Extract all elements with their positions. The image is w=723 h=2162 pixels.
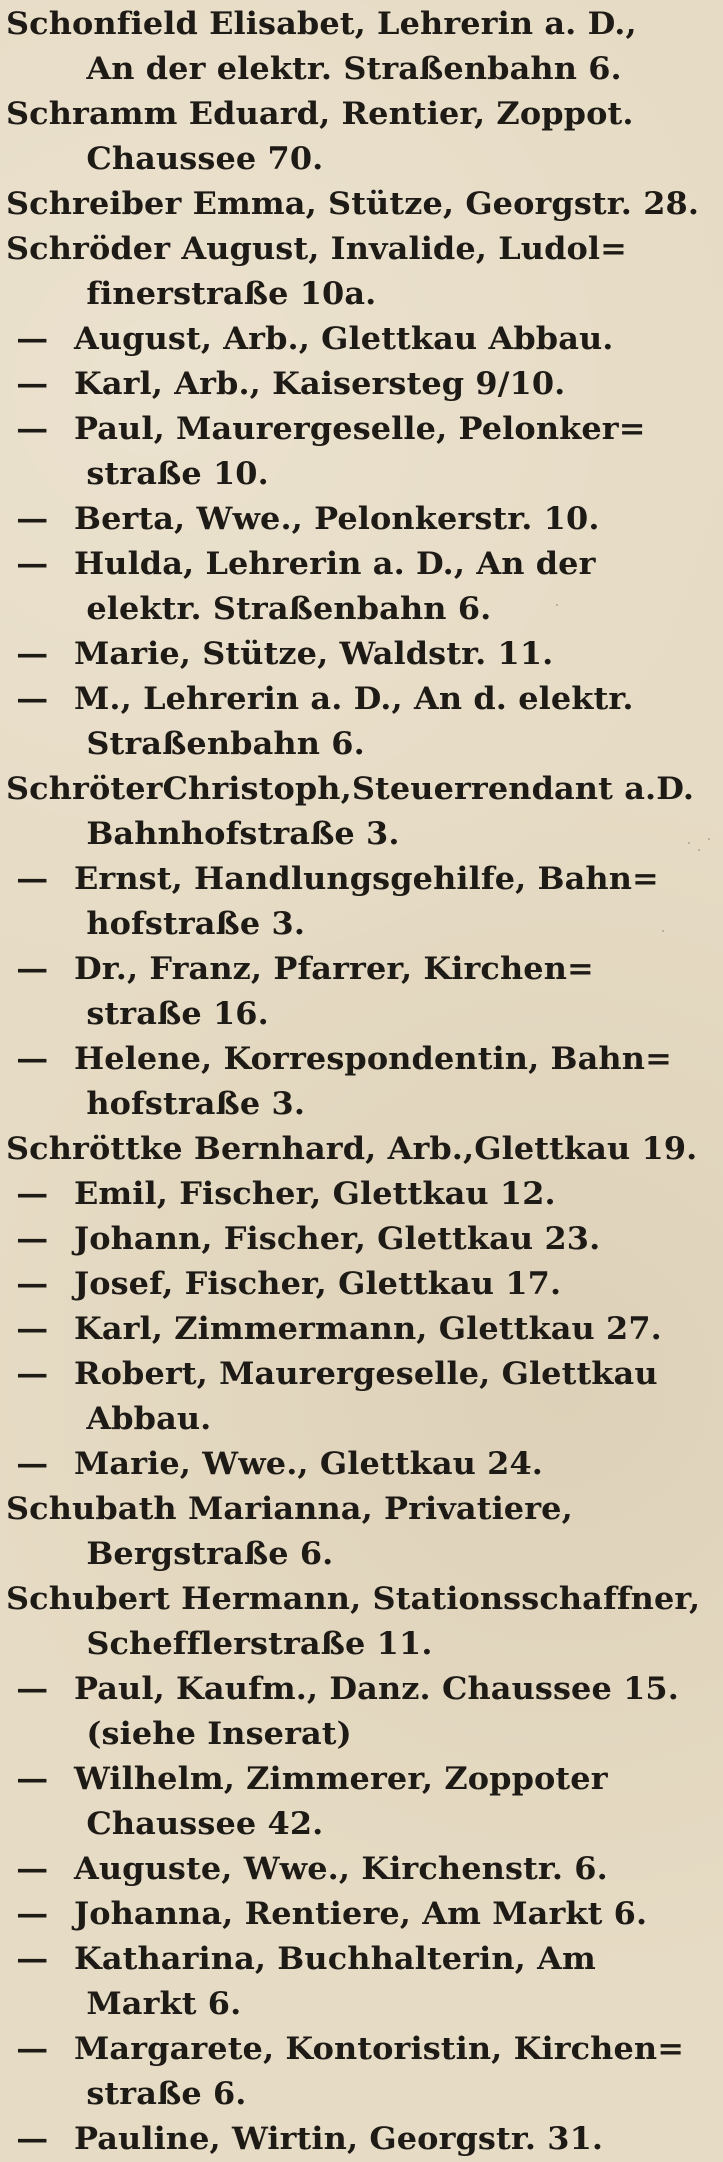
directory-subentry [6, 857, 723, 902]
directory-continuation-line [6, 587, 723, 632]
repeat-dash [16, 317, 74, 362]
entry-text: elektr. Straßenbahn 6. [86, 591, 492, 627]
directory-entry [6, 1487, 723, 1532]
directory-entries [6, 2, 716, 2162]
directory-subentry [6, 1172, 723, 1217]
entry-text: Marie, Stütze, Waldstr. 11. [73, 636, 554, 672]
directory-subentry [6, 1307, 723, 1352]
repeat-dash [16, 1172, 74, 1217]
repeat-dash [16, 362, 74, 407]
repeat-dash [16, 1352, 74, 1397]
entry-text: Schröttke Bernhard, Arb.,Glettkau 19. [6, 1131, 698, 1167]
directory-subentry [6, 317, 723, 362]
entry-text: Schubert Hermann, Stationsschaffner, [6, 1581, 701, 1617]
print-speck [708, 838, 710, 840]
directory-entry [6, 2, 723, 47]
entry-text: Marie, Wwe., Glettkau 24. [73, 1446, 544, 1482]
directory-subentry [6, 1892, 723, 1937]
repeat-dash [16, 407, 74, 452]
directory-subentry [6, 2027, 723, 2072]
entry-text: Margarete, Kontoristin, Kirchen= [73, 2031, 685, 2067]
repeat-dash [16, 542, 74, 587]
entry-text: Berta, Wwe., Pelonkerstr. 10. [73, 501, 600, 537]
entry-text: Schonfield Elisabet, Lehrerin a. D., [6, 6, 637, 42]
repeat-dash [16, 632, 74, 677]
directory-subentry [6, 2117, 723, 2162]
directory-continuation-line [6, 1082, 723, 1127]
directory-continuation-line [6, 272, 723, 317]
entry-text: Dr., Franz, Pfarrer, Kirchen= [73, 951, 594, 987]
directory-entry [6, 1127, 723, 1172]
directory-subentry [6, 1757, 723, 1802]
repeat-dash [16, 1217, 74, 1262]
entry-text: Schubath Marianna, Privatiere, [6, 1491, 573, 1527]
print-speck [556, 604, 558, 606]
entry-text: straße 10. [86, 456, 269, 492]
entry-text: Pauline, Wirtin, Georgstr. 31. [73, 2121, 604, 2157]
entry-text: Bergstraße 6. [86, 1536, 334, 1572]
entry-text: SchröterChristoph,Steuerrendant a.D. [6, 771, 695, 807]
entry-text: Schröder August, Invalide, Ludol= [6, 231, 628, 267]
entry-text: Paul, Maurergeselle, Pelonker= [73, 411, 646, 447]
repeat-dash [16, 1757, 74, 1802]
repeat-dash [16, 1847, 74, 1892]
directory-subentry [6, 1262, 723, 1307]
entry-text: (siehe Inserat) [86, 1716, 352, 1752]
repeat-dash [16, 1937, 74, 1982]
entry-text: An der elektr. Straßenbahn 6. [86, 51, 622, 87]
repeat-dash [16, 1262, 74, 1307]
directory-continuation-line [6, 137, 723, 182]
directory-subentry [6, 1937, 723, 1982]
entry-text: Karl, Zimmermann, Glettkau 27. [73, 1311, 662, 1347]
directory-subentry [6, 1442, 723, 1487]
entry-text: Paul, Kaufm., Danz. Chaussee 15. [73, 1671, 679, 1707]
directory-entry [6, 182, 723, 227]
entry-text: Bahnhofstraße 3. [86, 816, 400, 852]
entry-text: Karl, Arb., Kaisersteg 9/10. [73, 366, 566, 402]
repeat-dash [16, 1442, 74, 1487]
entry-text: Hulda, Lehrerin a. D., An der [73, 546, 596, 582]
directory-subentry [6, 1352, 723, 1397]
repeat-dash [16, 2117, 74, 2162]
print-speck [698, 849, 700, 851]
directory-subentry [6, 677, 723, 722]
directory-subentry [6, 407, 723, 452]
print-speck [688, 842, 690, 844]
directory-continuation-line [6, 47, 723, 92]
directory-entry [6, 227, 723, 272]
directory-subentry [6, 1217, 723, 1262]
repeat-dash [16, 1307, 74, 1352]
directory-continuation-line [6, 1712, 723, 1757]
entry-text: Schefflerstraße 11. [86, 1626, 433, 1662]
directory-subentry [6, 1667, 723, 1712]
repeat-dash [16, 1667, 74, 1712]
entry-text: Auguste, Wwe., Kirchenstr. 6. [73, 1851, 608, 1887]
entry-text: Schramm Eduard, Rentier, Zoppot. [6, 96, 634, 132]
repeat-dash [16, 2027, 74, 2072]
entry-text: Helene, Korrespondentin, Bahn= [73, 1041, 672, 1077]
directory-entry [6, 92, 723, 137]
repeat-dash [16, 857, 74, 902]
directory-subentry [6, 1037, 723, 1082]
entry-text: Johanna, Rentiere, Am Markt 6. [73, 1896, 648, 1932]
entry-text: Robert, Maurergeselle, Glettkau [73, 1356, 658, 1392]
directory-continuation-line [6, 1397, 723, 1442]
directory-subentry [6, 632, 723, 677]
directory-subentry [6, 542, 723, 587]
directory-subentry [6, 362, 723, 407]
directory-continuation-line [6, 452, 723, 497]
entry-text: Emil, Fischer, Glettkau 12. [73, 1176, 556, 1212]
entry-text: Ernst, Handlungsgehilfe, Bahn= [73, 861, 659, 897]
entry-text: Johann, Fischer, Glettkau 23. [73, 1221, 601, 1257]
directory-continuation-line [6, 1982, 723, 2027]
repeat-dash [16, 1037, 74, 1082]
directory-continuation-line [6, 992, 723, 1037]
entry-text: Straßenbahn 6. [86, 726, 365, 762]
directory-continuation-line [6, 2072, 723, 2117]
directory-subentry [6, 947, 723, 992]
repeat-dash [16, 677, 74, 722]
entry-text: Markt 6. [86, 1986, 242, 2022]
entry-text: finerstraße 10a. [86, 276, 377, 312]
repeat-dash [16, 1892, 74, 1937]
directory-subentry [6, 497, 723, 542]
directory-continuation-line [6, 1802, 723, 1847]
print-speck [662, 930, 664, 932]
directory-subentry [6, 1847, 723, 1892]
entry-text: Schreiber Emma, Stütze, Georgstr. 28. [6, 186, 700, 222]
entry-text: Abbau. [86, 1401, 212, 1437]
repeat-dash [16, 497, 74, 542]
directory-continuation-line [6, 902, 723, 947]
directory-continuation-line [6, 1532, 723, 1577]
entry-text: Katharina, Buchhalterin, Am [73, 1941, 596, 1977]
directory-entry [6, 1577, 723, 1622]
entry-text: August, Arb., Glettkau Abbau. [73, 321, 614, 357]
directory-entry [6, 767, 723, 812]
entry-text: straße 6. [86, 2076, 247, 2112]
repeat-dash [16, 947, 74, 992]
entry-text: hofstraße 3. [86, 1086, 306, 1122]
entry-text: Chaussee 42. [86, 1806, 324, 1842]
directory-continuation-line [6, 722, 723, 767]
entry-text: straße 16. [86, 996, 269, 1032]
directory-continuation-line [6, 1622, 723, 1667]
entry-text: Josef, Fischer, Glettkau 17. [73, 1266, 562, 1302]
directory-continuation-line [6, 812, 723, 857]
entry-text: Chaussee 70. [86, 141, 324, 177]
entry-text: Wilhelm, Zimmerer, Zoppoter [73, 1761, 608, 1797]
entry-text: hofstraße 3. [86, 906, 306, 942]
entry-text: M., Lehrerin a. D., An d. elektr. [73, 681, 634, 717]
